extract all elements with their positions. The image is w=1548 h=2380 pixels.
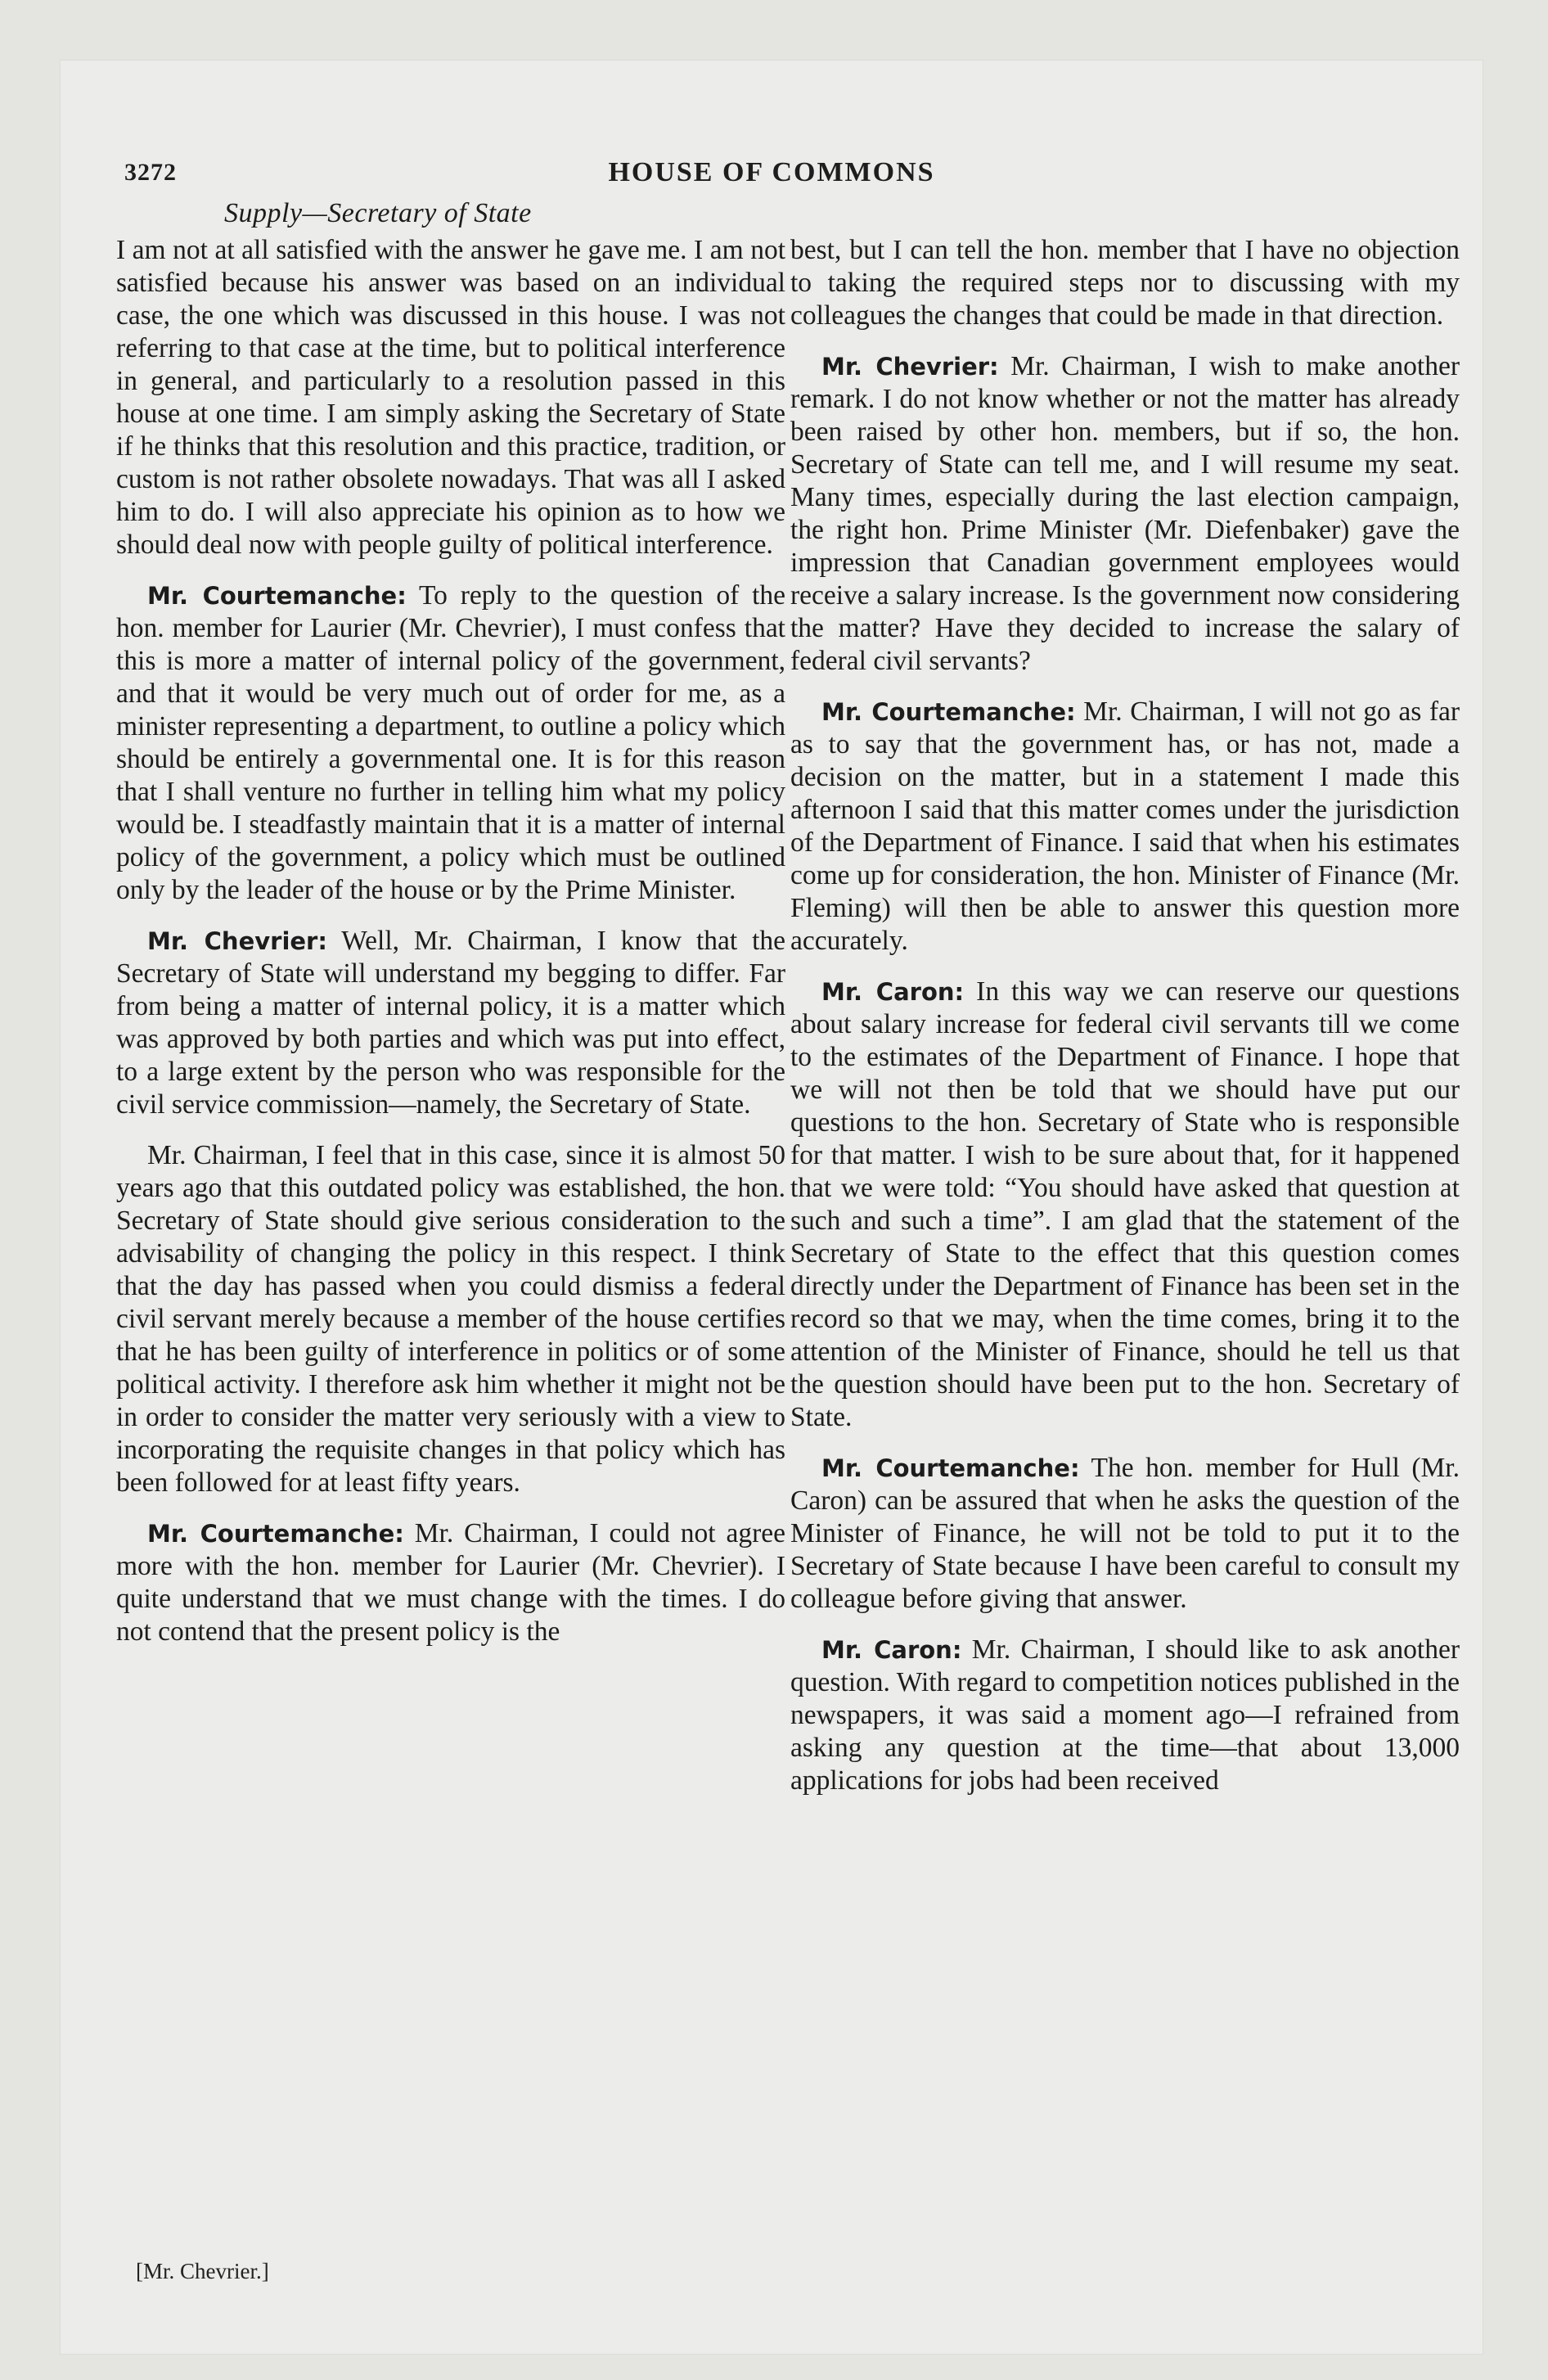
paragraph-text: Well, Mr. Chairman, I know that the Secretary of State will understand my begging to differ. Far from being a matter of internal policy, it is a matter which was approved by both parties and which was put into effect, to a large extent by the person who was responsible for the civil service commission—namely, the Secretary of State. <box>116 926 785 1120</box>
paragraph-text: In this way we can reserve our questions about salary increase for federal civil servants till we come to the estimates of the Department of Finance. I hope that we will not then be told that we should have put our questions to the hon. Secretary of State who is responsible for that matter. I wish to be sure about that, for it happened that we were told: “You should have asked that question at such and such a time”. I am glad that the statement of the Secretary of State to the effect that this question comes directly under the Department of Finance has been set in the record so that we may, when the time comes, bring it to the attention of the Minister of Finance, should he tell us that the question should have been put to the hon. Secretary of State. <box>790 976 1460 1432</box>
paragraph-text: Mr. Chairman, I feel that in this case, since it is almost 50 years ago that this outdated policy was established, the hon. Secretary of State should give serious consideration to the advisability of changing the policy in this respect. I think that the day has passed when you could dismiss a federal civil servant merely because a member of the house certifies that he has been guilty of interference in politics or of some political activity. I therefore ask him whether it might not be in order to consider the matter very seriously with a view to incorporating the requisite changes in that policy which has been followed for at least fifty years. <box>116 1140 785 1498</box>
paragraph-text: Mr. Chairman, I will not go as far as to say that the government has, or has not, made a decision on the matter, but in a statement I made this afternoon I said that this matter comes under the jurisdiction of the Department of Finance. I said that when his estimates come up for consideration, the hon. Minister of Finance (Mr. Fleming) will then be able to answer this question more accurately. <box>790 696 1460 956</box>
speaker-name: Mr. Chevrier: <box>147 927 327 955</box>
paragraph <box>116 1139 785 1499</box>
speaker-name: Mr. Courtemanche: <box>821 1454 1080 1482</box>
paragraph-text: best, but I can tell the hon. member that I have no objection to taking the required steps nor to discussing with my colleagues the changes that could be made in that direction. <box>790 235 1460 331</box>
speaker-name: Mr. Caron: <box>821 978 965 1006</box>
paragraph <box>116 234 785 561</box>
section-heading: Supply—Secretary of State <box>224 198 532 228</box>
paragraph <box>790 696 1460 958</box>
left-column <box>116 234 785 1666</box>
paragraph-text: Mr. Chairman, I wish to make another remark. I do not know whether or not the matter has already been raised by other hon. members, but if so, the hon. Secretary of State can tell me, and I will resume my seat. Many times, especially during the last election campaign, the right hon. Prime Minister (Mr. Diefenbaker) gave the impression that Canadian government employees would receive a salary increase. Is the government now considering the matter? Have they decided to increase the salary of federal civil servants? <box>790 351 1460 676</box>
speaker-name: Mr. Courtemanche: <box>147 582 407 610</box>
paragraph <box>116 579 785 907</box>
paragraph-text: The hon. member for Hull (Mr. Caron) can be assured that when he asks the question of the Minister of Finance, he will not be told to put it to the Secretary of State because I have been careful to consult my colleague before giving that answer. <box>790 1453 1460 1614</box>
paragraph <box>790 350 1460 678</box>
paragraph <box>790 1634 1460 1797</box>
footer-note: [Mr. Chevrier.] <box>136 2259 269 2283</box>
paragraph <box>790 976 1460 1434</box>
speaker-name: Mr. Caron: <box>821 1636 962 1664</box>
speaker-name: Mr. Chevrier: <box>821 353 999 381</box>
paragraph-text: To reply to the question of the hon. member for Laurier (Mr. Chevrier), I must confess that this is more a matter of internal policy of the government, and that it would be very much out of order for me, as a minister representing a department, to outline a policy which should be entirely a governmental one. It is for this reason that I shall venture no further in telling him what my policy would be. I steadfastly maintain that it is a matter of internal policy of the government, a policy which must be outlined only by the leader of the house or by the Prime Minister. <box>116 580 785 905</box>
speaker-name: Mr. Courtemanche: <box>147 1520 404 1548</box>
paragraph-text: Mr. Chairman, I should like to ask another question. With regard to competition notices published in the newspapers, it was said a moment ago—I refrained from asking any question at the time—that about 13,000 applications for jobs had been received <box>790 1634 1460 1796</box>
speaker-name: Mr. Courtemanche: <box>821 698 1076 726</box>
right-column <box>790 234 1460 1815</box>
paragraph <box>116 925 785 1121</box>
document-page <box>61 61 1483 2354</box>
page-number: 3272 <box>124 159 177 186</box>
paragraph <box>790 1452 1460 1616</box>
paragraph-text: I am not at all satisfied with the answer he gave me. I am not satisfied because his answer was based on an individual case, the one which was discussed in this house. I was not referring to that case at the time, but to political interference in general, and particularly to a resolution passed in this house at one time. I am simply asking the Secretary of State if he thinks that this resolution and this practice, tradition, or custom is not rather obsolete nowadays. That was all I asked him to do. I will also appreciate his opinion as to how we should deal now with people guilty of political interference. <box>116 235 785 560</box>
paragraph-text: Mr. Chairman, I could not agree more with the hon. member for Laurier (Mr. Chevrier). I quite understand that we must change with the times. I do not contend that the present policy is the <box>116 1518 786 1647</box>
paragraph <box>790 234 1460 332</box>
page-title: HOUSE OF COMMONS <box>608 157 935 187</box>
paragraph <box>116 1517 785 1648</box>
